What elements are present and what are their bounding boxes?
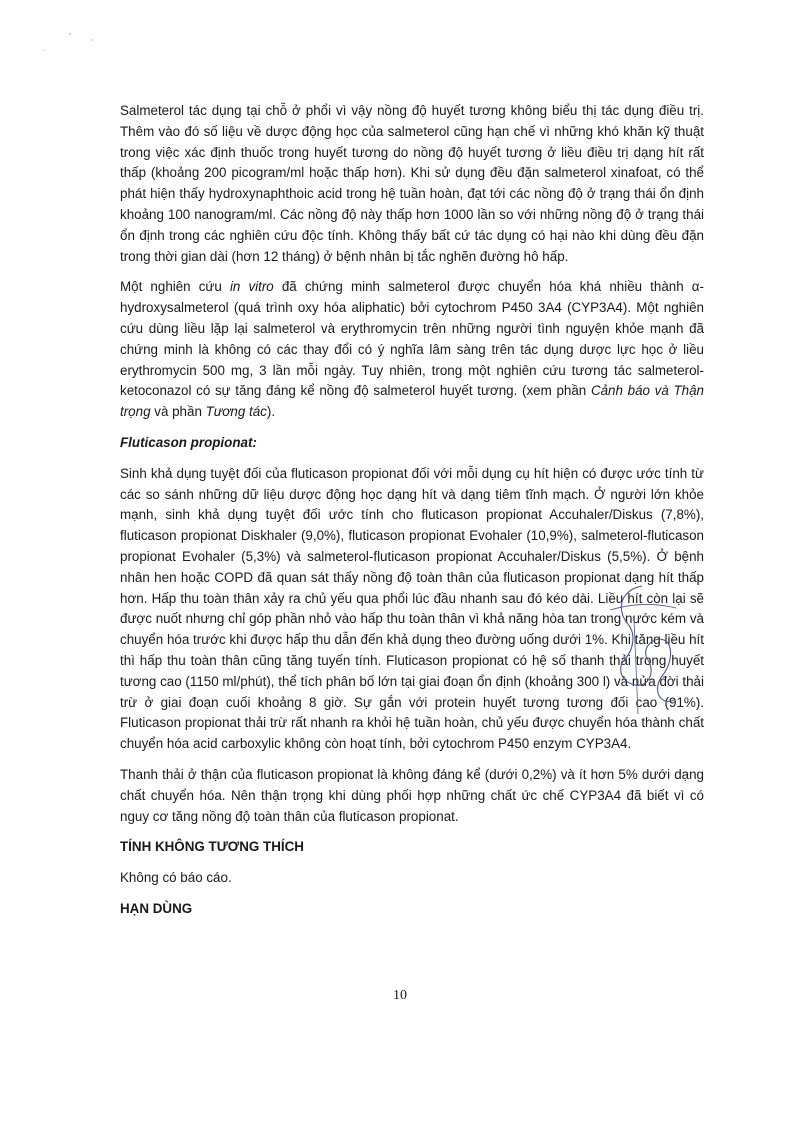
page-number: 10	[393, 988, 407, 1003]
paragraph-fluticason-renal-clearance: Thanh thải ở thận của fluticason propionat là không đáng kể (dưới 0,2%) và ít hơn 5% dưới dạng chất chuyển hóa. Nên thận trọng khi dùng phối hợp những chất ức chế CYP3A4 đã biết vì có nguy cơ tăng nồng độ toàn thân của fluticason propionat.	[120, 766, 704, 824]
text-run: Một nghiên cứu	[120, 279, 230, 295]
section-body-incompatibility: Không có báo cáo.	[120, 870, 232, 886]
text-run: và phần	[150, 404, 206, 420]
paragraph-fluticason-bioavailability: Sinh khả dụng tuyệt đối của fluticason propionat đối với mỗi dụng cụ hít hiện có được ước tính từ các so sánh những dữ liệu dược động học dạng hít và dạng tiêm tĩnh mạch. Ở người lớn khỏe mạnh, sinh khả dụng tuyệt đối ước tính cho fluticason propionat Accuhaler/Diskus (7,8%), fluticason propionat Diskhaler (9,0%), fluticason propionat Evohaler (10,9%), salmeterol-fluticason propionat Evohaler (5,3%) và salmeterol-fluticason propionat Accuhaler/Diskus (5,5%). Ở bệnh nhân hen hoặc COPD đã quan sát thấy nồng độ toàn thân của fluticason propionat dạng hít thấp hơn. Hấp thu toàn thân xảy ra chủ yếu qua phổi lúc đầu nhanh sau đó kéo dài. Liều hít còn lại sẽ được nuốt nhưng chỉ góp phần nhỏ vào hấp thu toàn thân vì khả năng hòa tan trong nước kém và chuyển hóa trước khi được hấp thu dẫn đến khả dụng theo đường uống dưới 1%. Khi tăng liều hít thì hấp thu toàn thân cũng tăng tuyến tính. Fluticason propionat có hệ số thanh thải trong huyết tương cao (1150 ml/phút), thể tích phân bố lớn tại giai đoạn ổn định (khoảng 300 l) và nửa đời thải trừ ở giai đoạn cuối khoảng 8 giờ. Sự gắn với protein huyết tương tương đối cao (91%). Fluticason propionat thải trừ rất nhanh ra khỏi hệ tuần hoàn, chủ yếu được chuyển hóa thành chất chuyển hóa acid carboxylic không còn hoạt tính, bởi cytochrom P450 enzym CYP3A4.	[120, 465, 704, 752]
cross-reference-warnings: Cảnh báo và Thận trọng	[120, 383, 704, 420]
italic-in-vitro: in vitro	[229, 279, 274, 295]
text-run: đã chứng minh salmeterol được chuyển hóa khá nhiều thành α-hydroxysalmeterol (quá trình oxy hóa aliphatic) bởi cytochrom P450 3A4 (CYP3A4). Một nghiên cứu dùng liều lặp lại salmeterol và erythromycin trên những người tình nguyện khỏe mạnh đã chứng minh là không có các thay đổi có ý nghĩa lâm sàng trên tác dụng dược lực học ở liều erythromycin 500 mg, 3 lần mỗi ngày. Tuy nhiên, trong một nghiên cứu tương tác salmeterol-ketoconazol có sự tăng đáng kể nồng độ salmeterol huyết tương. (xem phần	[120, 279, 704, 399]
paragraph-salmeterol-metabolism	[120, 277, 704, 423]
text-run: ).	[266, 404, 276, 420]
scan-speckle	[30, 30, 110, 60]
section-heading-shelf-life: HẠN DÙNG	[120, 900, 193, 916]
section-heading-incompatibility: TÍNH KHÔNG TƯƠNG THÍCH	[120, 839, 304, 855]
page-content	[120, 101, 704, 930]
handwritten-signature	[590, 580, 700, 730]
cross-reference-interactions: Tương tác	[205, 404, 267, 420]
subheading-fluticason: Fluticason propionat:	[120, 434, 257, 450]
paragraph-salmeterol-pk: Salmeterol tác dụng tại chỗ ở phổi vì vậy nồng độ huyết tương không biểu thị tác dụng điều trị. Thêm vào đó số liệu về dược động học của salmeterol cũng hạn chế vì những khó khăn kỹ thuật trong việc xác định thuốc trong huyết tương do nồng độ huyết tương ở liều điều trị dạng hít rất thấp (khoảng 200 picogram/ml hoặc thấp hơn). Khi sử dụng đều đặn salmeterol xinafoat, có thể phát hiện thấy hydroxynaphthoic acid trong hệ tuần hoàn, đạt tới các nồng độ ở trạng thái ổn định khoảng 100 nanogram/ml. Các nồng độ này thấp hơn 1000 lần so với những nồng độ ở trạng thái ổn định trong các nghiên cứu độc tính. Không thấy bất cứ tác dụng có hại nào khi dùng đều đặn trong thời gian dài (hơn 12 tháng) ở bệnh nhân bị tắc nghẽn đường hô hấp.	[120, 103, 704, 264]
